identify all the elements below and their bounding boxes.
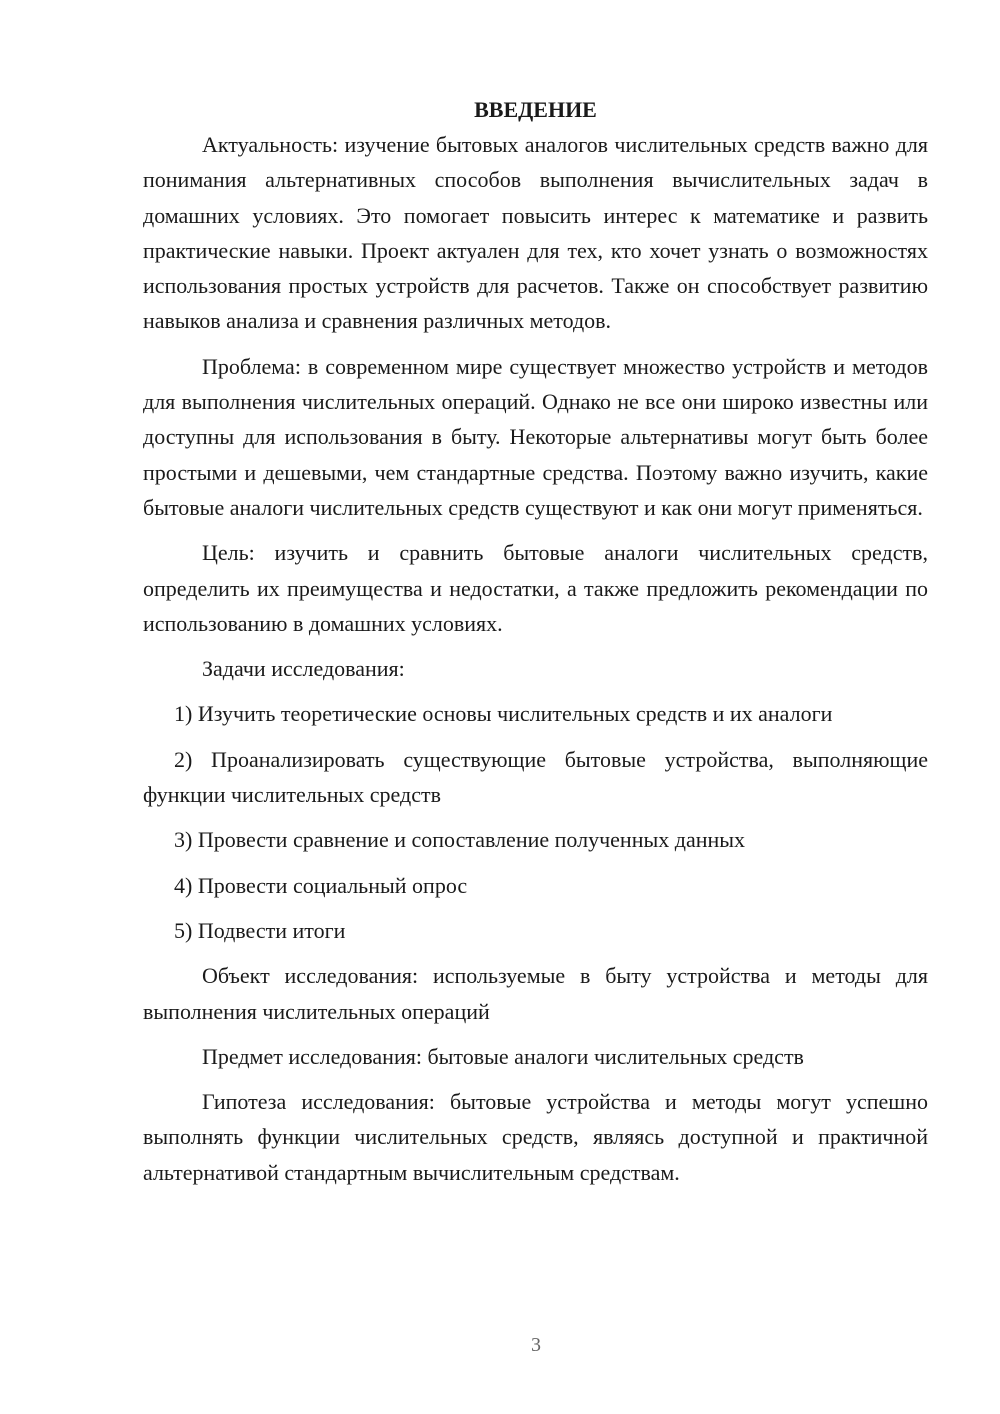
task-item-2: 2) Проанализировать существующие бытовые устройства, выполняющие функции числительных средств: [143, 746, 928, 808]
page-number: 3: [531, 1334, 541, 1356]
task-item-3: 3) Провести сравнение и сопоставление полученных данных: [174, 827, 746, 853]
paragraph-relevance: Актуальность: изучение бытовых аналогов числительных средств важно для понимания альтернативных способов выполнения вычислительных задач в домашних условиях. Это помогает повысить интерес к математике и развить практические навыки. Проект актуален для тех, кто хочет узнать о возможностях использования простых устройств для расчетов. Также он способствует развитию навыков анализа и сравнения различных методов.: [143, 132, 928, 334]
task-item-5: 5) Подвести итоги: [174, 917, 346, 943]
task-item-4: 4) Провести социальный опрос: [174, 872, 468, 898]
paragraph-subject: Предмет исследования: бытовые аналоги числительных средств: [202, 1043, 804, 1069]
tasks-heading: Задачи исследования:: [202, 656, 405, 682]
page-content: [143, 92, 928, 1200]
paragraph-hypothesis: Гипотеза исследования: бытовые устройства и методы могут успешно выполнять функции числительных средств, являясь доступной и практичной альтернативой стандартным вычислительным средствам.: [143, 1089, 928, 1185]
paragraph-goal: Цель: изучить и сравнить бытовые аналоги числительных средств, определить их преимущества и недостатки, а также предложить рекомендации по использованию в домашних условиях.: [143, 540, 928, 636]
page-title: ВВЕДЕНИЕ: [474, 97, 597, 122]
task-item-1: 1) Изучить теоретические основы числительных средств и их аналоги: [174, 701, 833, 727]
paragraph-object: Объект исследования: используемые в быту устройства и методы для выполнения числительных операций: [143, 963, 928, 1024]
paragraph-problem: Проблема: в современном мире существует множество устройств и методов для выполнения числительных операций. Однако не все они широко известны или доступны для использования в быту. Некоторые альтернативы могут быть более простыми и дешевыми, чем стандартные средства. Поэтому важно изучить, какие бытовые аналоги числительных средств существуют и как они могут применяться.: [143, 353, 928, 520]
